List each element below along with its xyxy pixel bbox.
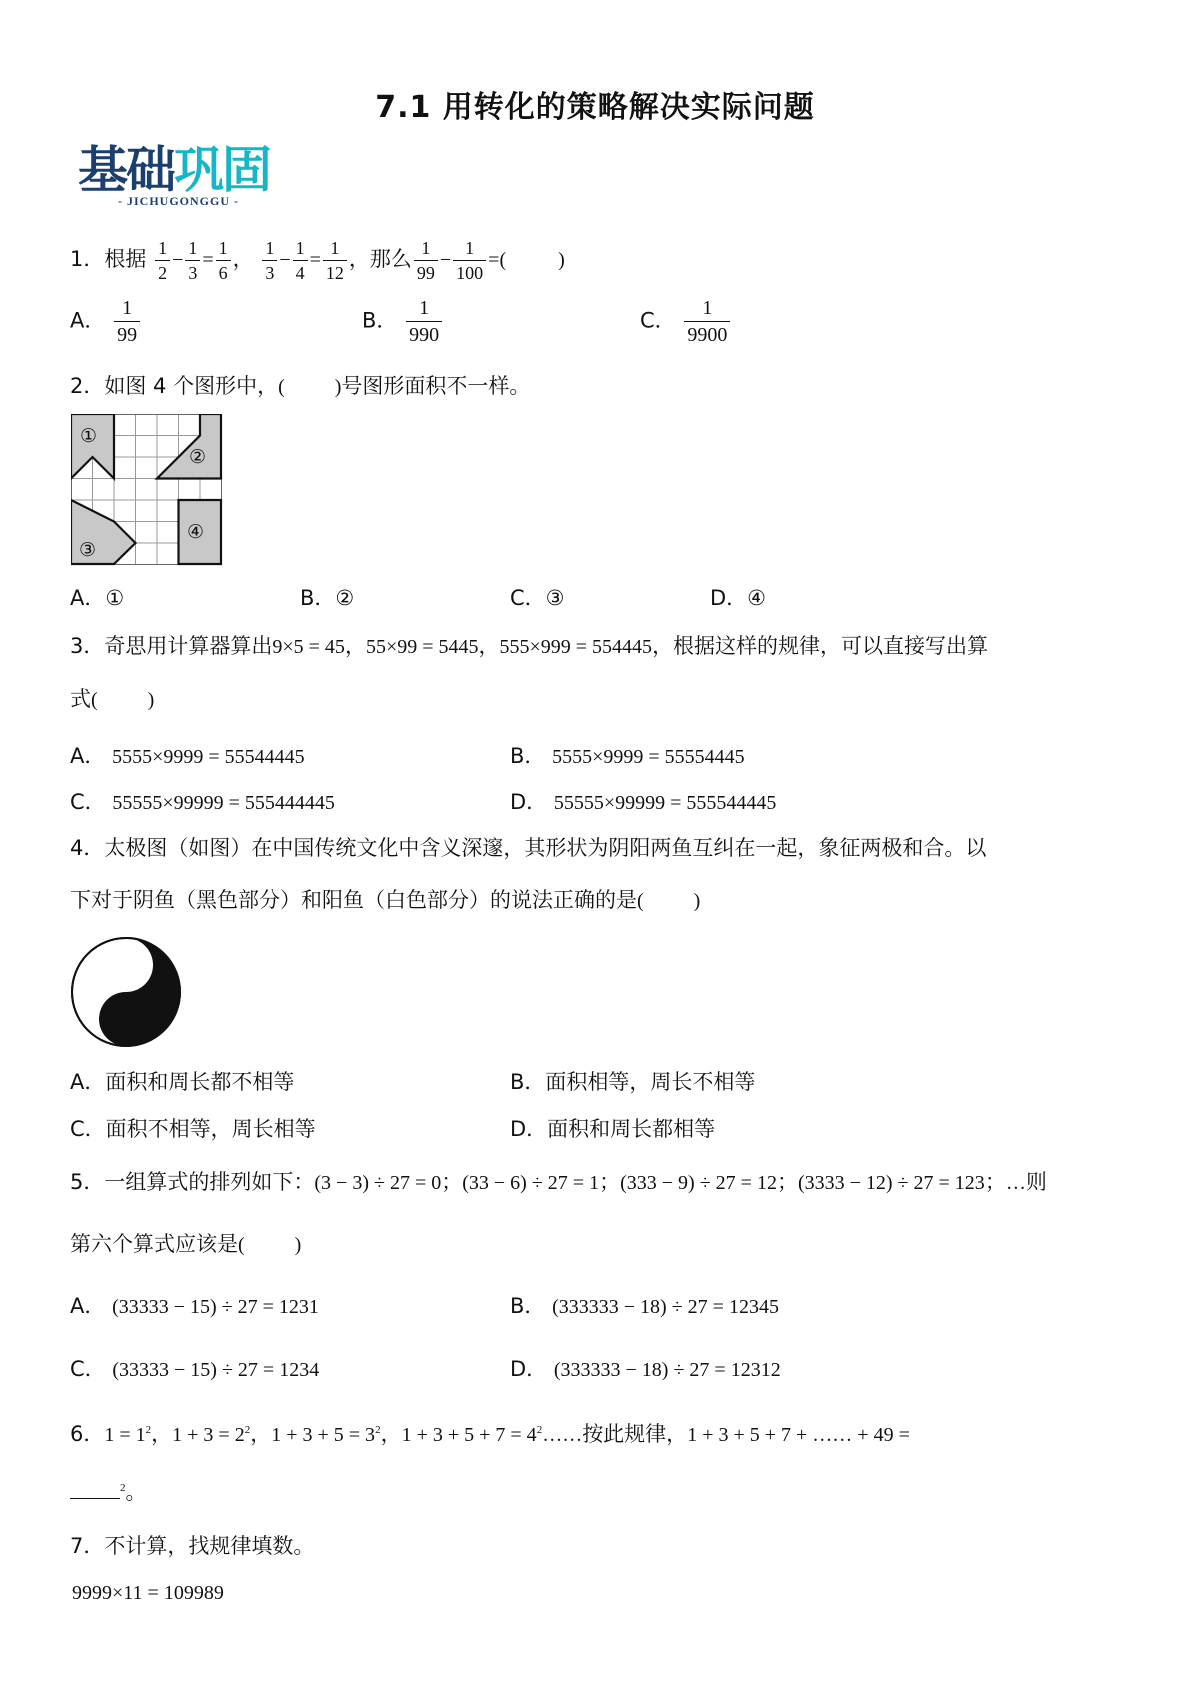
q4-option-b[interactable]: B．面积相等，周长不相等 bbox=[510, 1070, 756, 1094]
question-4: 4．太极图（如图）在中国传统文化中含义深邃，其形状为阴阳两鱼互纠在一起，象征两极和合。以 bbox=[70, 836, 987, 860]
q3-option-b[interactable]: B． 5555×9999 = 55554445 bbox=[510, 744, 745, 768]
shape-2-label: ② bbox=[189, 446, 207, 468]
fraction: $\frac{1}{6}$ bbox=[216, 236, 231, 285]
question-3-line2: 式( ) bbox=[70, 687, 155, 711]
q2-option-a[interactable]: A．① bbox=[70, 586, 125, 610]
question-5: 5．一组算式的排列如下：(3 − 3) ÷ 27 = 0；(33 − 6) ÷ 27 = 1；(333 − 9) ÷ 27 = 12；(3333 − 12) ÷ 27 = 123；…则 bbox=[70, 1170, 1047, 1194]
q3-option-a[interactable]: A． 5555×9999 = 55544445 bbox=[70, 744, 305, 768]
page-title: 7.1 用转化的策略解决实际问题 bbox=[375, 90, 815, 125]
q1-option-a[interactable]: A． $\frac{1}{99}$ bbox=[70, 295, 142, 348]
q3-option-c[interactable]: C． 55555×99999 = 555444445 bbox=[70, 790, 335, 814]
shape-4-label: ④ bbox=[187, 521, 205, 543]
q2-option-b[interactable]: B．② bbox=[300, 586, 355, 610]
q3-option-d[interactable]: D． 55555×99999 = 555544445 bbox=[510, 790, 777, 814]
answer-paren-close: ) bbox=[558, 249, 565, 271]
q4-option-c[interactable]: C．面积不相等，周长相等 bbox=[70, 1117, 316, 1141]
shape-1-label: ① bbox=[80, 425, 98, 447]
grid-figure bbox=[71, 414, 225, 568]
q5-option-c[interactable]: C． (33333 − 15) ÷ 27 = 1234 bbox=[70, 1357, 320, 1381]
section-badge-subtitle: - JICHUGONGGU - bbox=[118, 194, 239, 208]
fraction: $\frac{1}{3}$ bbox=[185, 236, 200, 285]
fraction: $\frac{1}{12}$ bbox=[323, 236, 347, 285]
answer-blank[interactable] bbox=[70, 1478, 120, 1499]
section-badge bbox=[78, 142, 270, 209]
question-2: 2．如图 4 个图形中，( )号图形面积不一样。 bbox=[70, 374, 531, 398]
fraction: $\frac{1}{3}$ bbox=[262, 236, 277, 285]
taiji-icon bbox=[69, 935, 183, 1049]
fraction: $\frac{1}{4}$ bbox=[293, 236, 308, 285]
question-4-line2: 下对于阴鱼（黑色部分）和阳鱼（白色部分）的说法正确的是( ) bbox=[70, 888, 701, 912]
q2-option-d[interactable]: D．④ bbox=[710, 586, 766, 610]
q5-option-b[interactable]: B． (333333 − 18) ÷ 27 = 12345 bbox=[510, 1294, 779, 1318]
fraction: $\frac{1}{2}$ bbox=[155, 236, 170, 285]
fraction: $\frac{1}{100}$ bbox=[453, 236, 486, 285]
q4-option-a[interactable]: A．面积和周长都不相等 bbox=[70, 1070, 295, 1094]
section-badge-title: 基础巩固 bbox=[78, 141, 270, 199]
q5-option-a[interactable]: A． (33333 − 15) ÷ 27 = 1231 bbox=[70, 1294, 319, 1318]
question-6-line2: $^2$。 bbox=[70, 1476, 147, 1506]
question-5-line2: 第六个算式应该是( ) bbox=[70, 1232, 302, 1256]
q1-option-c[interactable]: C． $\frac{1}{9900}$ bbox=[640, 295, 732, 348]
q2-option-c[interactable]: C．③ bbox=[510, 586, 565, 610]
fraction: $\frac{1}{99}$ bbox=[414, 236, 438, 285]
question-6: 6．$1 = 1^2$，$1 + 3 = 2^2$，$1 + 3 + 5 = 3^2$，$1 + 3 + 5 + 7 = 4^2\dots\dots$按此规律，1 + 3 + 5 + 7 + …… + 49 = bbox=[70, 1422, 910, 1446]
q1-option-b[interactable]: B． $\frac{1}{990}$ bbox=[362, 295, 444, 348]
question-3: 3．奇思用计算器算出9×5 = 45，55×99 = 5445，555×999 = 554445，根据这样的规律，可以直接写出算 bbox=[70, 634, 989, 658]
question-1: 1．根据 $\frac{1}{2}$ − $\frac{1}{3}$ = $\frac{1}{6}$ ， $\frac{1}{3}$ − $\frac{1}{4}$ = $\frac{1}{12}$ ，那么 $\frac{1}{99}$ − $\frac{1}{100}$ =( ) bbox=[70, 237, 565, 283]
q4-option-d[interactable]: D．面积和周长都相等 bbox=[510, 1117, 716, 1141]
q7-equation: 9999×11 = 109989 bbox=[72, 1582, 224, 1604]
answer-paren-open: ( bbox=[499, 249, 507, 271]
shape-3-label: ③ bbox=[79, 539, 97, 561]
q5-option-d[interactable]: D． (333333 − 18) ÷ 27 = 12312 bbox=[510, 1357, 781, 1381]
question-7: 7．不计算，找规律填数。 bbox=[70, 1534, 315, 1558]
